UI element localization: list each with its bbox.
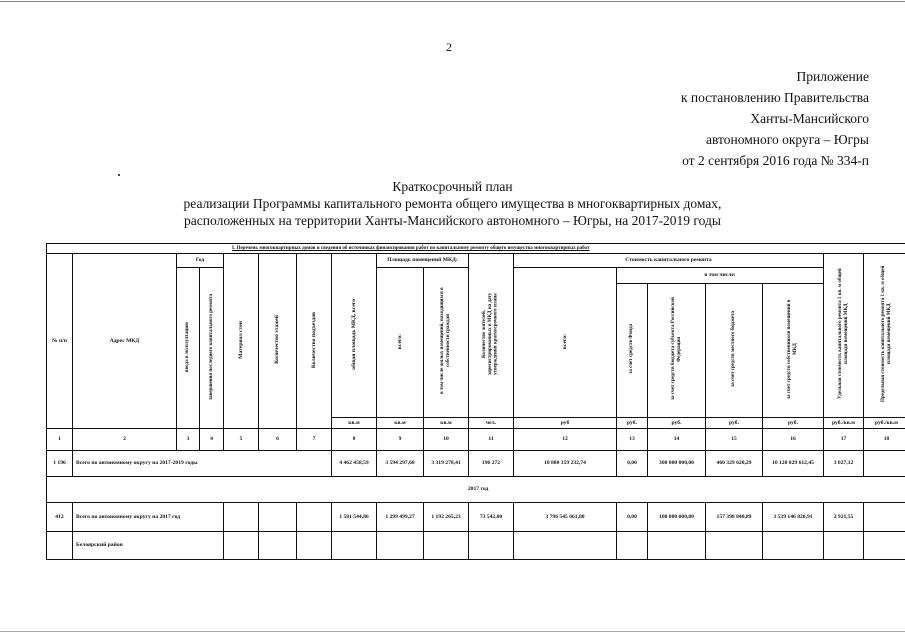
header-premises-owned: в том числе жилых помещений, находящихся в собственности граждан bbox=[424, 268, 469, 418]
empty-cell bbox=[864, 532, 905, 560]
header-year-last-repair: завершения последнего капитального ремонта bbox=[200, 268, 224, 429]
row-num: 1 196 bbox=[47, 451, 73, 477]
empty-cell bbox=[224, 532, 259, 560]
empty-cell bbox=[706, 532, 763, 560]
col-number: 8 bbox=[332, 429, 377, 451]
header-max-cost: Предельная стоимость капитального ремонта 1 кв. м общей площади помещений МКД bbox=[864, 254, 905, 418]
col-number: 10 bbox=[424, 429, 469, 451]
empty-cell bbox=[424, 532, 469, 560]
col-number: 9 bbox=[377, 429, 424, 451]
header-year: Год bbox=[177, 254, 224, 268]
row-max-cost bbox=[864, 503, 905, 532]
empty-cell bbox=[763, 532, 824, 560]
col-number: 6 bbox=[259, 429, 297, 451]
appendix-block bbox=[469, 66, 869, 171]
row-premises-owned: 3 319 278,41 bbox=[424, 451, 469, 477]
unit-total-area: кв.м bbox=[332, 418, 377, 429]
col-number: 11 bbox=[469, 429, 514, 451]
col-number: 7 bbox=[297, 429, 332, 451]
header-total-area: общая площадь МКД, всего bbox=[332, 254, 377, 418]
title-line: расположенных на территории Ханты-Мансийского автономного – Югры, на 2017-2019 годы bbox=[184, 213, 721, 228]
col-number: 1 bbox=[47, 429, 73, 451]
header-owners: за счет средств собственников помещений в МКД bbox=[763, 284, 824, 418]
appendix-line: к постановлению Правительства bbox=[680, 90, 869, 105]
header-cost-total: всего: bbox=[514, 268, 617, 418]
unit-premises-total: кв.м bbox=[377, 418, 424, 429]
col-number: 5 bbox=[224, 429, 259, 451]
col-number: 17 bbox=[824, 429, 864, 451]
row-entrances bbox=[297, 503, 332, 532]
scan-edge-bottom bbox=[0, 631, 905, 632]
row-num bbox=[47, 532, 73, 560]
header-premises-total: всего: bbox=[377, 268, 424, 418]
header-address: Адрес МКД bbox=[73, 254, 177, 429]
appendix-line: Ханты-Мансийского bbox=[750, 111, 869, 126]
empty-cell bbox=[332, 532, 377, 560]
row-label: Всего по автономному округу на 2017 год bbox=[73, 503, 224, 532]
row-wall-material bbox=[224, 503, 259, 532]
header-region: за счет средств бюджета субъекта Российской Федерации bbox=[648, 284, 706, 418]
empty-cell bbox=[824, 532, 864, 560]
col-number: 4 bbox=[200, 429, 224, 451]
appendix-line: автономного округа – Югры bbox=[706, 132, 869, 147]
row-unit-cost: 2 921,55 bbox=[824, 503, 864, 532]
row-fund: 0,00 bbox=[617, 451, 648, 477]
plan-table bbox=[46, 243, 898, 560]
empty-cell bbox=[297, 532, 332, 560]
row-owners: 3 539 146 820,91 bbox=[763, 503, 824, 532]
empty-cell bbox=[514, 532, 617, 560]
empty-cell bbox=[469, 532, 514, 560]
scan-speck bbox=[118, 174, 120, 176]
col-number: 12 bbox=[514, 429, 617, 451]
row-region: 300 000 000,00 bbox=[648, 451, 706, 477]
row-max-cost bbox=[864, 451, 905, 477]
empty-cell bbox=[259, 532, 297, 560]
col-number: 15 bbox=[706, 429, 763, 451]
row-num: 412 bbox=[47, 503, 73, 532]
row-cost-total: 3 796 545 661,80 bbox=[514, 503, 617, 532]
empty-cell bbox=[617, 532, 648, 560]
row-region: 100 000 000,00 bbox=[648, 503, 706, 532]
title-line: реализации Программы капитального ремонта общего имущества в многоквартирных домах, bbox=[183, 196, 722, 211]
header-wall-material: Материал стен bbox=[224, 254, 259, 429]
col-number: 2 bbox=[73, 429, 177, 451]
header-fund: за счет средств Фонда bbox=[617, 284, 648, 418]
header-residents: Количество жителей, зарегистрированных в МКД на дату утверждения краткосрочного плана bbox=[469, 254, 514, 418]
table-row bbox=[47, 503, 905, 532]
header-incl: в том числе: bbox=[617, 268, 824, 284]
unit-residents: чел. bbox=[469, 418, 514, 429]
unit-region: руб. bbox=[648, 418, 706, 429]
empty-cell bbox=[648, 532, 706, 560]
unit-owners: руб. bbox=[763, 418, 824, 429]
row-floors bbox=[259, 503, 297, 532]
header-floors: Количество этажей bbox=[259, 254, 297, 429]
unit-local: руб. bbox=[706, 418, 763, 429]
row-residents: 73 542,00 bbox=[469, 503, 514, 532]
row-local: 157 398 840,89 bbox=[706, 503, 763, 532]
header-unit-cost: Удельная стоимость капитального ремонта 1 кв. м общей площади помещений МКД bbox=[824, 254, 864, 418]
header-year-commission: ввода в эксплуатацию bbox=[177, 268, 200, 429]
header-cost: Стоимость капитального ремонта bbox=[514, 254, 824, 268]
row-residents: 196 272 bbox=[469, 451, 514, 477]
appendix-line: Приложение bbox=[796, 69, 869, 84]
row-total-area: 4 462 458,59 bbox=[332, 451, 377, 477]
row-premises-owned: 1 192 265,23 bbox=[424, 503, 469, 532]
empty-cell bbox=[377, 532, 424, 560]
section-title: I. Перечень многоквартирных домов и сведения об источниках финансирования работ по капитальному ремонту общего имущества многоквартирных работ bbox=[47, 244, 905, 254]
row-premises-total: 1 299 499,27 bbox=[377, 503, 424, 532]
unit-max-cost: руб./кв.м bbox=[864, 418, 905, 429]
col-number: 3 bbox=[177, 429, 200, 451]
year-label: 2017 год bbox=[47, 477, 905, 503]
header-num: № п/п bbox=[47, 254, 73, 429]
table-row bbox=[47, 532, 905, 560]
title-line: Краткосрочный план bbox=[392, 179, 513, 194]
row-premises-total: 3 594 297,68 bbox=[377, 451, 424, 477]
table-row bbox=[47, 451, 905, 477]
row-label: Всего по автономному округу на 2017-2019 годы bbox=[73, 451, 332, 477]
unit-unit-cost: руб./кв.м bbox=[824, 418, 864, 429]
col-number: 14 bbox=[648, 429, 706, 451]
header-premises-area: Площадь помещений МКД: bbox=[377, 254, 469, 268]
unit-fund: руб. bbox=[617, 418, 648, 429]
unit-premises-owned: кв.м bbox=[424, 418, 469, 429]
year-group-row bbox=[47, 477, 905, 503]
district-label: Белоярский район bbox=[73, 532, 224, 560]
appendix-line: от 2 сентября 2016 года № 334-п bbox=[682, 153, 869, 168]
scan-edge-top bbox=[0, 1, 905, 2]
unit-cost-total: руб bbox=[514, 418, 617, 429]
col-number: 18 bbox=[864, 429, 905, 451]
row-local: 460 329 620,29 bbox=[706, 451, 763, 477]
row-unit-cost: 3 027,12 bbox=[824, 451, 864, 477]
row-cost-total: 10 880 359 232,74 bbox=[514, 451, 617, 477]
page-number: 2 bbox=[446, 40, 452, 54]
document-title bbox=[0, 178, 905, 229]
header-entrances: Количество подъездов bbox=[297, 254, 332, 429]
row-total-area: 1 581 544,86 bbox=[332, 503, 377, 532]
col-number: 16 bbox=[763, 429, 824, 451]
column-numbers-row bbox=[47, 429, 905, 451]
row-owners: 10 120 029 612,45 bbox=[763, 451, 824, 477]
row-fund: 0,00 bbox=[617, 503, 648, 532]
col-number: 13 bbox=[617, 429, 648, 451]
header-local: за счет средств местного бюджета bbox=[706, 284, 763, 418]
